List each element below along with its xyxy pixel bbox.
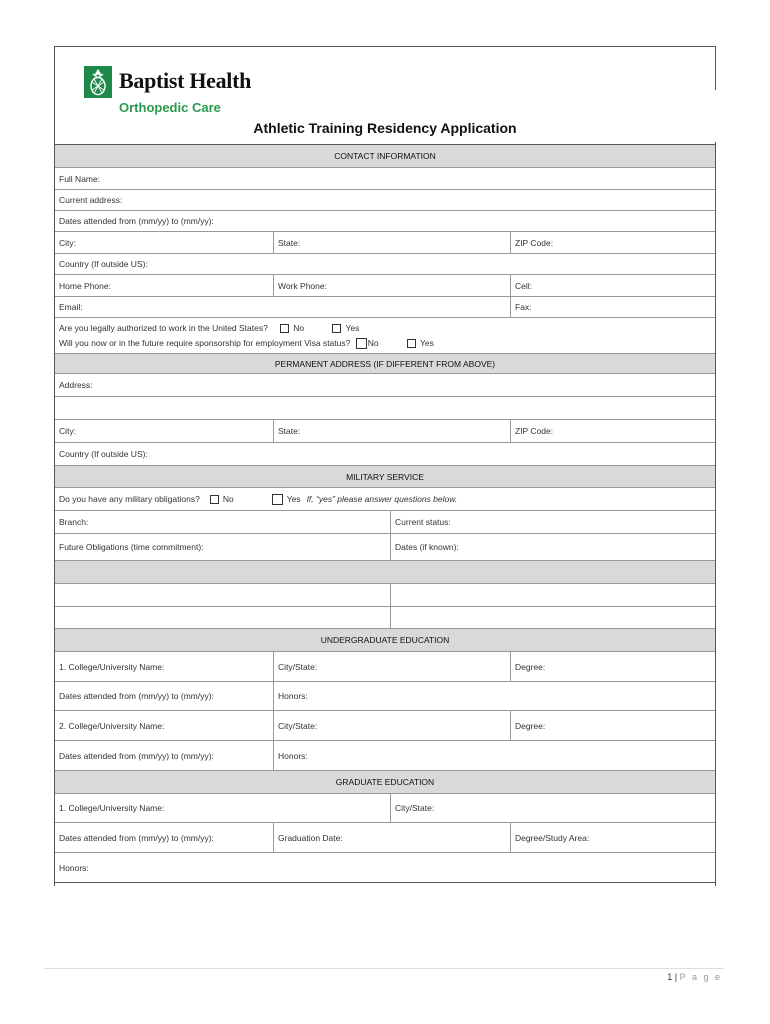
military-question-label: Do you have any military obligations?	[59, 494, 200, 504]
sponsorship-no-checkbox[interactable]	[356, 338, 367, 349]
degree-study-area-label: Degree/Study Area:	[515, 832, 590, 843]
undergrad-honors1-field[interactable]	[273, 682, 715, 710]
section-title: GRADUATE EDUCATION	[335, 777, 435, 787]
city-field[interactable]	[55, 232, 273, 253]
pineapple-logo-icon	[84, 66, 112, 98]
sponsorship-yes-label: Yes	[419, 338, 434, 348]
graduate-honors-label: Honors:	[59, 862, 89, 873]
undergrad-honors1-label: Honors:	[278, 691, 308, 701]
permanent-state-field[interactable]	[273, 420, 510, 442]
permanent-address-line2-row[interactable]	[55, 396, 715, 419]
military-yes-checkbox[interactable]	[272, 494, 283, 505]
graduate-city-state-label: City/State:	[395, 803, 435, 813]
phone-row	[55, 274, 715, 296]
military-no-label: No	[222, 494, 234, 504]
blank-cell-left-1[interactable]	[55, 584, 390, 606]
section-title: CONTACT INFORMATION	[334, 151, 436, 161]
zip-label: ZIP Code:	[515, 237, 554, 248]
graduate-college1-field[interactable]	[55, 794, 390, 822]
permanent-city-field[interactable]	[55, 420, 273, 442]
current-address-label: Current address:	[59, 195, 123, 205]
city-label: City:	[59, 237, 76, 248]
military-yes-label: Yes	[286, 494, 301, 504]
country-row[interactable]	[55, 253, 715, 274]
state-label: State:	[278, 237, 301, 248]
blank-row-1	[55, 583, 715, 606]
cell-phone-field[interactable]	[510, 275, 715, 296]
logo-subtitle: Orthopedic Care	[119, 100, 221, 115]
shaded-spacer-row	[55, 560, 715, 583]
full-name-row[interactable]	[55, 167, 715, 189]
fax-label: Fax:	[515, 302, 532, 312]
future-obligations-label: Future Obligations (time commitment):	[59, 542, 204, 552]
undergrad-college1-field[interactable]	[55, 652, 273, 681]
frame-right-border	[715, 46, 716, 90]
full-name-label: Full Name:	[59, 173, 101, 184]
page-footer	[667, 972, 722, 982]
undergrad-dates2-field[interactable]	[55, 741, 273, 770]
section-header-military	[55, 465, 715, 487]
graduate-city-state-field[interactable]	[390, 794, 715, 822]
permanent-country-label: Country (If outside US):	[59, 449, 148, 459]
authorized-no-checkbox[interactable]	[280, 324, 289, 333]
dates-known-field[interactable]	[390, 534, 715, 560]
blank-cell-left-2[interactable]	[55, 607, 390, 628]
authorized-yes-checkbox[interactable]	[332, 324, 341, 333]
application-form	[54, 144, 716, 883]
permanent-country-row[interactable]	[55, 442, 715, 465]
undergrad-degree2-label: Degree:	[515, 720, 546, 731]
current-address-row[interactable]	[55, 189, 715, 210]
country-label: Country (If outside US):	[59, 259, 148, 269]
military-no-checkbox[interactable]	[210, 495, 219, 504]
undergrad-city-state1-label: City/State:	[278, 661, 318, 672]
baptist-health-logo	[84, 66, 284, 118]
permanent-city-label: City:	[59, 426, 76, 436]
section-title: MILITARY SERVICE	[346, 471, 424, 482]
undergrad-college1-row	[55, 651, 715, 681]
future-obligations-row	[55, 533, 715, 560]
permanent-zip-field[interactable]	[510, 420, 715, 442]
current-status-label: Current status:	[395, 517, 451, 527]
undergrad-city-state2-label: City/State:	[278, 720, 318, 731]
undergrad-dates2-label: Dates attended from (mm/yy) to (mm/yy):	[59, 750, 214, 761]
graduate-dates-row	[55, 822, 715, 852]
degree-study-area-field[interactable]	[510, 823, 715, 852]
undergrad-city-state2-field[interactable]	[273, 711, 510, 740]
work-phone-label: Work Phone:	[278, 280, 327, 291]
section-header-graduate	[55, 770, 715, 793]
home-phone-field[interactable]	[55, 275, 273, 296]
page-title: Athletic Training Residency Application	[253, 120, 517, 136]
blank-cell-right-1[interactable]	[390, 584, 715, 606]
footer-separator: |	[674, 972, 678, 982]
graduate-honors-row[interactable]	[55, 852, 715, 882]
permanent-zip-label: ZIP Code:	[515, 426, 554, 436]
undergrad-college2-row	[55, 710, 715, 740]
email-label: Email:	[59, 302, 83, 312]
undergrad-honors2-field[interactable]	[273, 741, 715, 770]
branch-label: Branch:	[59, 517, 89, 527]
branch-status-row	[55, 510, 715, 533]
section-header-permanent	[55, 353, 715, 373]
logo-name: Baptist Health	[119, 68, 252, 93]
graduate-college1-label: 1. College/University Name:	[59, 803, 165, 813]
dates-attended-label: Dates attended from (mm/yy) to (mm/yy):	[59, 216, 214, 226]
military-note: If, “yes” please answer questions below.	[306, 494, 458, 504]
section-title: UNDERGRADUATE EDUCATION	[320, 635, 450, 645]
email-fax-row	[55, 296, 715, 317]
undergrad-degree1-field[interactable]	[510, 652, 715, 681]
undergrad-college2-label: 2. College/University Name:	[59, 720, 165, 731]
undergrad-city-state1-field[interactable]	[273, 652, 510, 681]
authorized-no-label: No	[293, 323, 305, 333]
section-title: PERMANENT ADDRESS (IF DIFFERENT FROM ABOVE)	[274, 358, 496, 369]
dates-known-label: Dates (if known):	[395, 542, 459, 552]
permanent-city-state-zip-row	[55, 419, 715, 442]
sponsorship-no-label: No	[367, 338, 379, 348]
undergrad-dates2-row	[55, 740, 715, 770]
zip-field[interactable]	[510, 232, 715, 253]
military-obligations-row	[55, 487, 715, 510]
permanent-address-label: Address:	[59, 380, 93, 390]
blank-row-2	[55, 606, 715, 628]
branch-field[interactable]	[55, 511, 390, 533]
future-obligations-field[interactable]	[55, 534, 390, 560]
fax-field[interactable]	[510, 297, 715, 317]
graduate-dates-field[interactable]	[55, 823, 273, 852]
undergrad-dates1-field[interactable]	[55, 682, 273, 710]
sponsorship-question-label: Will you now or in the future require sponsorship for employment Visa status?	[59, 338, 351, 348]
military-question	[55, 488, 457, 510]
permanent-address-row[interactable]	[55, 373, 715, 396]
sponsorship-question	[59, 338, 434, 349]
graduation-date-label: Graduation Date:	[278, 832, 343, 843]
blank-cell-right-2[interactable]	[390, 607, 715, 628]
page-number: 1	[667, 972, 673, 982]
graduation-date-field[interactable]	[273, 823, 510, 852]
permanent-state-label: State:	[278, 426, 301, 436]
work-phone-field[interactable]	[273, 275, 510, 296]
undergrad-dates1-row	[55, 681, 715, 710]
section-header-contact	[55, 145, 715, 167]
page-label: P a g e	[679, 972, 722, 982]
section-header-undergrad	[55, 628, 715, 651]
work-authorization-row	[55, 317, 715, 353]
authorized-question	[59, 323, 359, 333]
graduate-college1-row	[55, 793, 715, 822]
undergrad-college1-label: 1. College/University Name:	[59, 661, 165, 672]
email-field[interactable]	[55, 297, 510, 317]
undergrad-college2-field[interactable]	[55, 711, 273, 740]
authorized-yes-label: Yes	[345, 323, 360, 333]
home-phone-label: Home Phone:	[59, 280, 111, 291]
frame-top-border	[54, 46, 716, 47]
sponsorship-yes-checkbox[interactable]	[407, 339, 416, 348]
city-state-zip-row	[55, 231, 715, 253]
authorized-question-label: Are you legally authorized to work in the United States?	[59, 323, 268, 333]
state-field[interactable]	[273, 232, 510, 253]
undergrad-degree1-label: Degree:	[515, 661, 546, 672]
cell-label: Cell:	[515, 280, 533, 291]
current-status-field[interactable]	[390, 511, 715, 533]
dates-attended-row[interactable]	[55, 210, 715, 231]
graduate-dates-label: Dates attended from (mm/yy) to (mm/yy):	[59, 832, 214, 843]
footer-divider	[44, 968, 724, 969]
undergrad-dates1-label: Dates attended from (mm/yy) to (mm/yy):	[59, 691, 214, 701]
undergrad-honors2-label: Honors:	[278, 750, 308, 761]
undergrad-degree2-field[interactable]	[510, 711, 715, 740]
